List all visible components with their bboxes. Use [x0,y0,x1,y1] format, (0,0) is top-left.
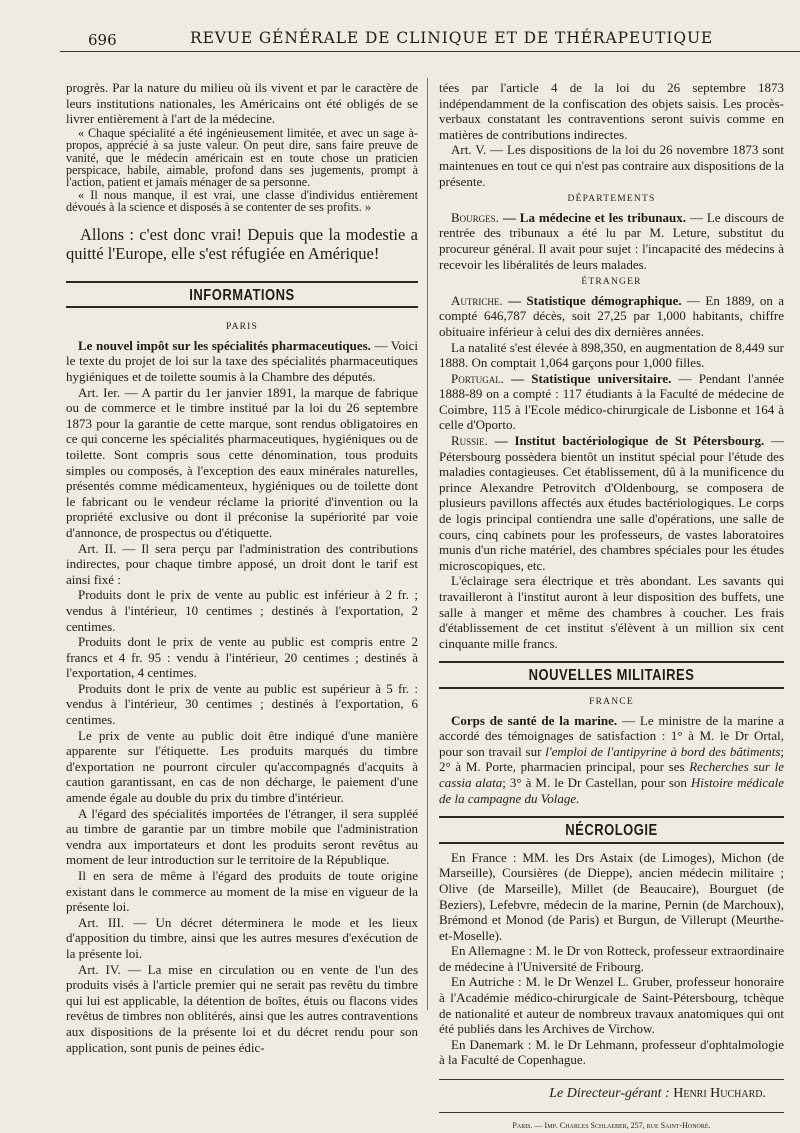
obituary-paragraph: En Allemagne : M. le Dr von Rotteck, professeur extraordinaire de médecine à l'Université de Fribourg. [439,943,784,974]
departements-subheading: DÉPARTEMENTS [567,194,656,205]
news-paragraph: La natalité s'est élevée à 898,350, en augmentation de 8,449 sur 1888. On comptait 1,064 garçons pour 1,000 filles. [439,339,784,371]
section-title: NOUVELLES MILITAIRES [528,665,695,684]
place-name: Portugal. [451,370,504,386]
law-paragraph: A l'égard des spécialités importées de l'étranger, il sera suppléé au timbre de garantie par un timbre mobile que l'administration vendra aux importateurs et dont les produits seront revêtus au moment de leur introduction sur le territoire de la République. [66,805,418,868]
necrologie-header [439,816,784,844]
law-continuation: tées par l'article 4 de la loi du 26 septembre 1873 indépendamment de la confiscation des objets saisis. Les procès-verbaux constatant les contraventions seront suivis comme en matières de contributions indirectes. [439,80,784,142]
article-title: Le nouvel impôt sur les spécialités pharmaceutiques. [78,337,371,353]
news-title: — Statistique démographique. [508,292,682,308]
obituary-paragraph: En Danemark : M. le Dr Lehmann, professeur d'ophtalmologie à la Faculté de Copenhague. [439,1036,784,1068]
place-name: Autriche. [451,292,503,308]
law-article: Art. III. — Un décret déterminera le mode et les lieux d'apposition du timbre, ainsi que les autres mesures d'exécution de la présente loi. [66,914,418,961]
header-rule [60,51,800,52]
director-line [439,1079,784,1102]
director-label: Le Directeur-gérant : [549,1086,670,1102]
work-title: Recherches sur le cassia alata [439,759,785,790]
obituary-paragraph: En France : MM. les Drs Astaix (de Limoges), Michon (de Marseille), Coursières (de Dieppe), ancien médecin militaire ; Olive (de Marseille), Millet (de Beaucaire), Bourguet (de Beziers), Lefebvre, médecin de la marine, Pernin (de Marchoux), Brémond et Monod (de Paris) et Burgun, de Villerupt (Meurthe-et-Moselle). [439,849,784,943]
news-text: — Pétersbourg possèdera bientôt un institut spécial pour l'étude des maladies contagieuses. Cet établissement, dû à la munificence du prince Alexandre Petrovitch d'Oldenbourg, se composera de plusieurs pavillons affectés aux études bactériologiques. Le corps de logis principal contiendra une salle d'opérations, une salle de cours, cinq cabinets pour les professeurs, de vastes laboratoires munis d'un riche matériel, des chambres spéciales pour les études microscopiques, etc. [439,433,785,573]
place-name: Bourges. [451,209,499,225]
news-title: — Institut bactériologique de St Pétersbourg. [494,433,765,449]
page-number: 696 [88,31,117,49]
paris-subheading: PARIS [225,322,259,333]
tarif-paragraph: Produits dont le prix de vente au public est inférieur à 2 fr. ; vendus à l'intérieur, 10 centimes ; destinés à l'exportation, 2 centimes. [66,587,418,634]
law-article: Art. II. — Il sera perçu par l'administration des contributions indirectes, pour chaque timbre apposé, un droit dont le tarif est ainsi fixé : [66,540,418,587]
france-subheading: FRANCE [589,696,634,707]
quote-paragraph: « Il nous manque, il est vrai, une classe d'individus entièrement dévoués à la science et disposés à se contenter de ses profits. » [66,187,418,215]
news-title: Corps de santé de la marine. [451,712,618,728]
news-text: ; 3° à M. le Dr Castellan, pour son [502,774,687,790]
news-text: — Le discours de rentrée des tribunaux a été lu par M. Leture, substitut du procureur général. Il avait pour sujet : l'incapacité des médecins à recevoir les libéralités de leurs malades. [439,209,785,272]
tarif-paragraph: Produits dont le prix de vente au public est compris entre 2 francs et 4 fr. 95 : vendu à l'intérieur, 20 centimes ; destinés à l'exportation, 4 centimes. [66,634,418,681]
running-title: REVUE GÉNÉRALE DE CLINIQUE ET DE THÉRAPEUTIQUE [190,29,714,47]
intro-paragraph: progrès. Par la nature du milieu où ils vivent et par le caractère de leurs institutions nationales, les Américains ont été obligés de se livrer entièrement à l'art de la médecine. [66,80,418,127]
right-column [439,80,784,1133]
law-article: Art. Ier. — A partir du 1er janvier 1891, la marque de fabrique ou de commerce et le timbre institué par la loi du 26 septembre 1873 pour la garantie de cette marque, sont rendus obligatoires en ce qui concerne les spécialités pharmaceutiques, hygiéniques ou de toilette. Sont compris sous cette dénomination, tous produits simples ou composés, à l'exception des eaux minérales naturelles, présentés comme médicamenteux, hygiéniques ou de toilette dont le fabricant ou le vendeur réclame la priorité d'invention ou la propriété exclusive ou dont il préconise la supériorité par voie d'annonce, de prospectus ou d'étiquette. [66,384,418,540]
law-article: Art. IV. — La mise en circulation ou en vente de l'un des produits visés à l'article premier qui ne serait pas revêtu du timbre qui lui est applicable, la détention de boîtes, étuis ou flacons vides revêtus de timbres non oblitérés, ainsi que les autres contraventions aux dispositions de la présente loi et du décret rendu pour son application, sont punis de peines édic- [66,961,418,1055]
news-text: ; 2° à M. Porte, pharmacien principal, pour ses [439,743,785,775]
director-name: Henri Huchard. [673,1086,766,1102]
section-title: NÉCROLOGIE [565,820,658,839]
news-text: — En 1889, on a compté 646,787 décès, soit 27,25 par 1,000 habitants, chiffre obituaire inférieur à celui des dix dernières années. [439,292,784,339]
article-text: — Voici le texte du projet de loi sur la taxe des spécialités pharmaceutiques hygiéniques et de toilette soumis à la Chambre des députés. [66,337,418,384]
informations-header [66,281,418,309]
section-title: INFORMATIONS [189,285,295,304]
law-paragraph: Il en sera de même à l'égard des produits de toute origine existant dans le commerce au moment de la mise en vigueur de la présente loi. [66,868,418,915]
work-title: Histoire médicale de la campagne du Volage. [439,774,784,806]
column-rule [427,78,428,1010]
tarif-paragraph: Produits dont le prix de vente au public est supérieur à 5 fr. : vendus à l'intérieur, 30 centimes ; destinés à l'exportation, 6 centimes. [66,680,418,728]
quote-paragraph: « Chaque spécialité a été ingénieusement limitée, et avec un sage à-propos, apprécié à sa juste valeur. On peut dire, sans faire preuve de vanité, que le médecin américain est en toute chose un praticien perspicace, habile, aimable, profond dans ses jugements, prompt à l'action, patient et jamais ménager de sa personne. [66,125,418,190]
news-text: — Le ministre de la marine a accordé des témoignages de satisfaction : 1° à M. le Dr Ortal, pour son travail sur [439,712,784,759]
news-title: — Statistique universitaire. [511,370,672,386]
work-title: l'emploi de l'antipyrine à bord des bâtiments [545,743,781,759]
left-column [66,80,418,1055]
allons-paragraph: Allons : c'est donc vrai! Depuis que la modestie a quitté l'Europe, elle s'est réfugiée en Amérique! [66,224,418,263]
nouvelles-militaires-header [439,661,784,689]
obituary-paragraph: En Autriche : M. le Dr Wenzel L. Gruber, professeur honoraire à l'Académie médico-chirurgicale de Saint-Pétersbourg, tchèque de nationalité et auteur de nombreux travaux anatomiques qui ont été publiés dans les Archives de Virchow. [439,974,784,1037]
news-title: — La médecine et les tribunaux. [502,209,687,225]
place-name: Russie. [451,433,488,449]
news-paragraph: L'éclairage sera électrique et très abondant. Les savants qui travailleront à l'institut auront à leur disposition des buffets, une salle à manger et même des chambres à coucher. Les frais d'établissement de cet institut s'élèvent à un million six cent cinquante mille francs. [439,573,784,651]
news-text: — Pendant l'année 1888-89 on a compté : 117 étudiants à la Faculté de médecine de Coimbre, 115 à l'Ecole médico-chirurgicale de Lisbonne et 164 à celle d'Oporto. [439,370,785,433]
imprint-line: Paris. — Imp. Charles Schlaeber, 257, rue Saint-Honoré. [439,1112,784,1133]
law-paragraph: Le prix de vente au public doit être indiqué d'une manière apparente sur l'étiquette. Les produits marqués du timbre d'exportation ne pourront circuler qu'accompagnés d'acquits à caution garantissant, en cas de non décharge, le paiement d'une amende égale au double du prix du timbre d'intérieur. [66,727,418,806]
law-article: Art. V. — Les dispositions de la loi du 26 novembre 1873 sont maintenues en tout ce qui n'est pas contraire aux dispositions de la présente. [439,142,784,189]
etranger-subheading: ÉTRANGER [581,277,642,288]
